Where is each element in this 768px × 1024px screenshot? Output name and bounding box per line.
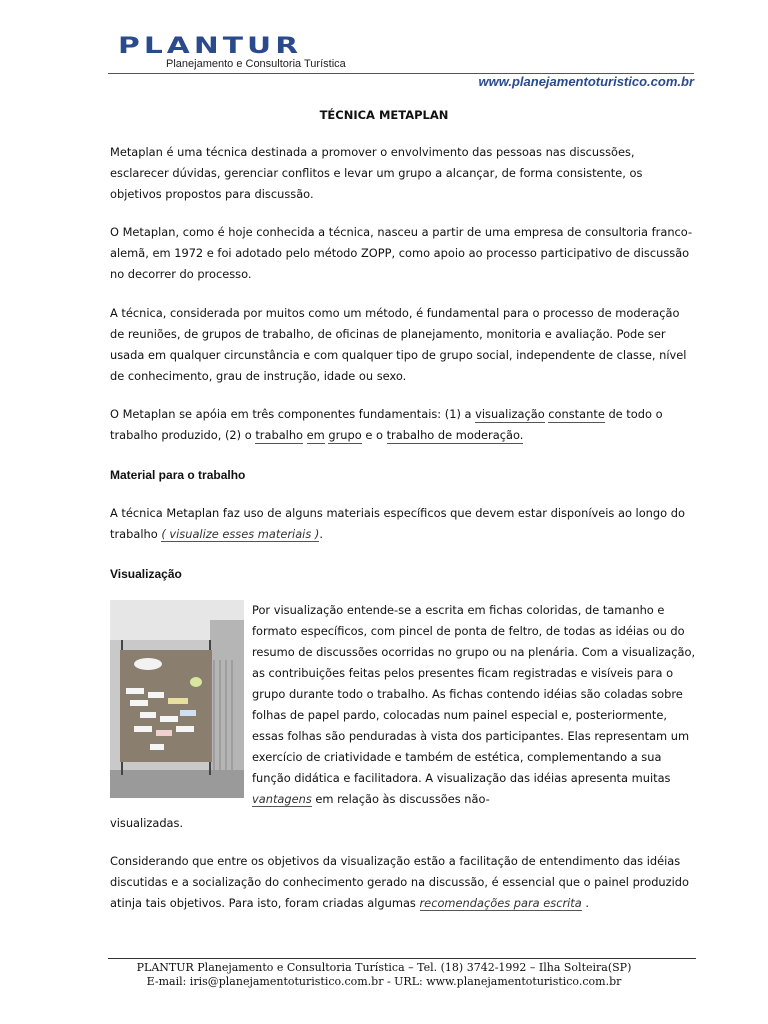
link-grupo[interactable]: grupo [328, 428, 362, 442]
link-trabalho[interactable]: trabalho [255, 428, 304, 442]
link-vantagens[interactable]: vantagens [252, 792, 312, 806]
paragraph-visualizacao-end: visualizadas. [110, 816, 184, 830]
metaplan-board-photo [110, 600, 244, 798]
header-url-link[interactable]: www.planejamentoturistico.com.br [478, 74, 694, 89]
page-header [108, 28, 698, 92]
link-constante[interactable]: constante [548, 407, 605, 421]
heading-visualizacao: Visualização [110, 567, 182, 581]
link-visualizacao[interactable]: visualização [475, 407, 545, 421]
link-trabalho-moderacao[interactable]: trabalho de moderação. [386, 428, 524, 442]
paragraph-origin: O Metaplan, como é hoje conhecida a técnica, nasceu a partir de uma empresa de consultoria franco-alemã, em 1972 e foi adotado pelo método ZOPP, como apoio ao processo participativo de discussão no decorrer do processo. [110, 225, 693, 281]
link-visualize-materiais[interactable]: ( visualize esses materiais ) [161, 527, 320, 541]
paragraph-visualizacao: Por visualização entende-se a escrita em fichas coloridas, de tamanho e formato específicos, com pincel de ponta de feltro, de todas as idéias ou do resumo de discussões ocorridas no grupo ou na plenária. Com a visualização, as contribuições feitas pelos presentes ficam registradas e visíveis para o grupo durante todo o trabalho. As fichas contendo idéias são coladas sobre folhas de papel pardo, colocadas num painel especial e, posteriormente, essas folhas são penduradas à vista dos participantes. Elas representam um exercício de criatividade e também de estética, complementando a sua função didática e facilitadora. A visualização das idéias apresenta muitas vantagens em relação às discussões não- [252, 603, 696, 806]
link-em[interactable]: em [306, 428, 325, 442]
document-title: TÉCNICA METAPLAN [319, 108, 449, 122]
paragraph-intro: Metaplan é uma técnica destinada a promover o envolvimento das pessoas nas discussões, esclarecer dúvidas, gerenciar conflitos e levar um grupo a alcançar, de forma consistente, os objetivos propostos para discussão. [110, 145, 643, 201]
footer-contact: PLANTUR Planejamento e Consultoria Turística – Tel. (18) 3742-1992 – Ilha Solteira(SP) [136, 961, 632, 974]
paragraph-material: A técnica Metaplan faz uso de alguns materiais específicos que devem estar disponíveis ao longo do trabalho ( visualize esses materiais ). [110, 506, 685, 541]
heading-material: Material para o trabalho [110, 468, 246, 482]
header-tagline: Planejamento e Consultoria Turística [166, 58, 346, 70]
paragraph-components: O Metaplan se apóia em três componentes fundamentais: (1) a visualização constante de todo o trabalho produzido, (2) o trabalho em grupo e o trabalho de moderação. [110, 407, 663, 442]
plantur-logo: PLANTUR [118, 34, 303, 59]
paragraph-recommendations: Considerando que entre os objetivos da visualização estão a facilitação de entendimento das idéias discutidas e a socialização do conhecimento gerado na discussão, é essencial que o painel produzido atinja tais objetivos. Para isto, foram criadas algumas recomendações para escrita . [110, 854, 689, 910]
link-recomendacoes-escrita[interactable]: recomendações para escrita [419, 896, 582, 910]
paragraph-usage: A técnica, considerada por muitos como um método, é fundamental para o processo de moderação de reuniões, de grupos de trabalho, de oficinas de planejamento, monitoria e avaliação. Pode ser usada em qualquer circunstância e com qualquer tipo de grupo social, independente de classe, nível de conhecimento, grau de instrução, idade ou sexo. [110, 306, 687, 383]
footer-email-url: E-mail: iris@planejamentoturistico.com.br - URL: www.planejamentoturistico.com.br [146, 975, 622, 988]
footer-divider [108, 958, 696, 959]
board-photo-illustration [110, 600, 244, 798]
